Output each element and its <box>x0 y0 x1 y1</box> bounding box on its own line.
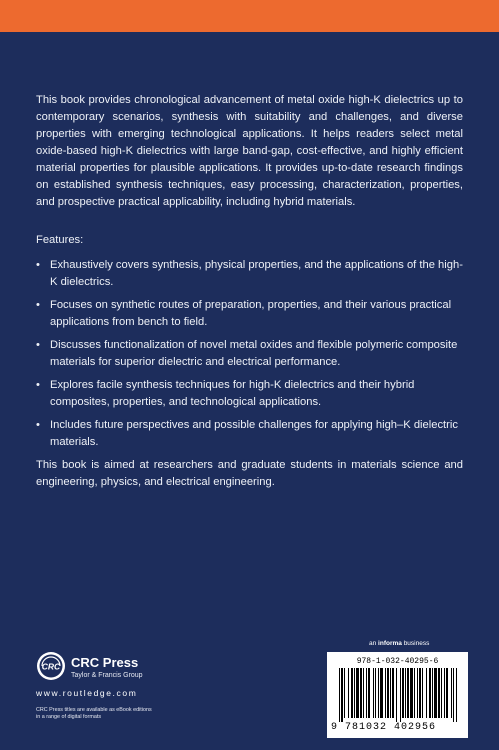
barcode-bar <box>426 668 427 718</box>
barcode-bar <box>451 668 452 718</box>
informa-brand: informa <box>378 640 402 647</box>
crc-logo-icon <box>36 651 66 681</box>
barcode-bar <box>344 668 345 718</box>
barcode-bar <box>432 668 433 718</box>
intro-paragraph: This book provides chronological advancement of metal oxide high-K dielectrics up to contemporary scenarios, synthesis with suitability and challenges, and diverse properties with emerging technological applications. It helps readers select metal oxide-based high-K dielectrics with large band-gap, cost-effective, and highly efficient material properties for plausible applications. It provides up-to-date research findings on established synthesis techniques, easy processing, characterization, properties, and prospective practical applicability, including hybrid materials. <box>36 94 463 208</box>
publisher-block <box>36 651 276 741</box>
barcode-bar <box>375 668 376 718</box>
barcode-bar <box>422 668 423 718</box>
bullet-icon: • <box>36 379 40 391</box>
bullet-icon: • <box>36 259 40 271</box>
barcode-bar <box>434 668 437 718</box>
feature-item <box>36 337 463 371</box>
barcode-digits: 9 781032 402956 <box>331 722 437 733</box>
features-list <box>36 257 463 451</box>
barcode-bar <box>392 668 394 718</box>
barcode-bar <box>417 668 418 718</box>
publisher-website: www.routledge.com <box>36 688 138 698</box>
barcode-bar <box>385 668 386 718</box>
barcode-bar <box>456 668 457 722</box>
informa-prefix: an <box>369 640 379 647</box>
barcode-bar <box>414 668 415 718</box>
publisher-name: CRC Press <box>71 655 139 670</box>
barcode-bar <box>380 668 383 718</box>
closing-paragraph: This book is aimed at researchers and graduate students in materials science and engineering, physics, and electrical engineering. <box>36 459 463 488</box>
barcode-bar <box>410 668 413 718</box>
feature-text: Exhaustively covers synthesis, physical properties, and the applications of the high-K dielectrics. <box>50 259 463 288</box>
barcode-bar <box>453 668 454 722</box>
barcode-bar <box>378 668 379 718</box>
feature-item <box>36 297 463 331</box>
informa-tagline <box>369 640 429 647</box>
barcode-bars <box>339 668 459 722</box>
feature-item <box>36 377 463 411</box>
feature-text: Explores facile synthesis techniques for high-K dielectrics and their hybrid composites, properties, and technological applications. <box>50 379 415 408</box>
feature-text: Includes future perspectives and possible challenges for applying high–K dielectric materials. <box>50 419 458 448</box>
isbn-barcode <box>327 652 468 738</box>
feature-item <box>36 257 463 291</box>
feature-text: Focuses on synthetic routes of preparation, properties, and their various practical applications from bench to field. <box>50 299 452 328</box>
barcode-bar <box>396 668 397 722</box>
barcode-bar <box>402 668 404 718</box>
barcode-bar <box>446 668 448 718</box>
top-accent-band <box>0 0 499 32</box>
bullet-icon: • <box>36 299 40 311</box>
barcode-bar <box>387 668 389 718</box>
barcode-bar <box>360 668 362 718</box>
barcode-bar <box>351 668 353 718</box>
crc-logo-text: CRC <box>41 661 61 672</box>
barcode-bar <box>363 668 364 718</box>
barcode-bar <box>368 668 370 718</box>
features-heading: Features: <box>36 234 84 246</box>
barcode-bar <box>348 668 349 718</box>
barcode-bar <box>339 668 340 722</box>
bullet-icon: • <box>36 419 40 431</box>
barcode-bar <box>419 668 421 718</box>
isbn-number: 978-1-032-40295-6 <box>356 657 439 666</box>
barcode-bar <box>366 668 367 718</box>
barcode-bar <box>438 668 440 718</box>
barcode-bar <box>429 668 431 718</box>
bullet-icon: • <box>36 339 40 351</box>
barcode-bar <box>354 668 355 718</box>
publisher-group: Taylor & Francis Group <box>71 672 143 679</box>
barcode-bar <box>341 668 343 722</box>
barcode-bar <box>373 668 374 718</box>
back-cover-text <box>36 92 463 491</box>
feature-text: Discusses functionalization of novel metal oxides and flexible polymeric composite materials for superior dielectric and electrical performance. <box>50 339 458 368</box>
ebook-note: CRC Press titles are available as eBook editions in a range of digital formats <box>36 707 152 720</box>
barcode-bar <box>390 668 391 718</box>
barcode-bar <box>356 668 359 718</box>
barcode-bar <box>405 668 406 718</box>
barcode-bar <box>444 668 445 718</box>
barcode-bar <box>400 668 401 722</box>
informa-suffix: business <box>401 640 430 647</box>
barcode-bar <box>441 668 442 718</box>
feature-item <box>36 417 463 451</box>
barcode-bar <box>407 668 409 718</box>
